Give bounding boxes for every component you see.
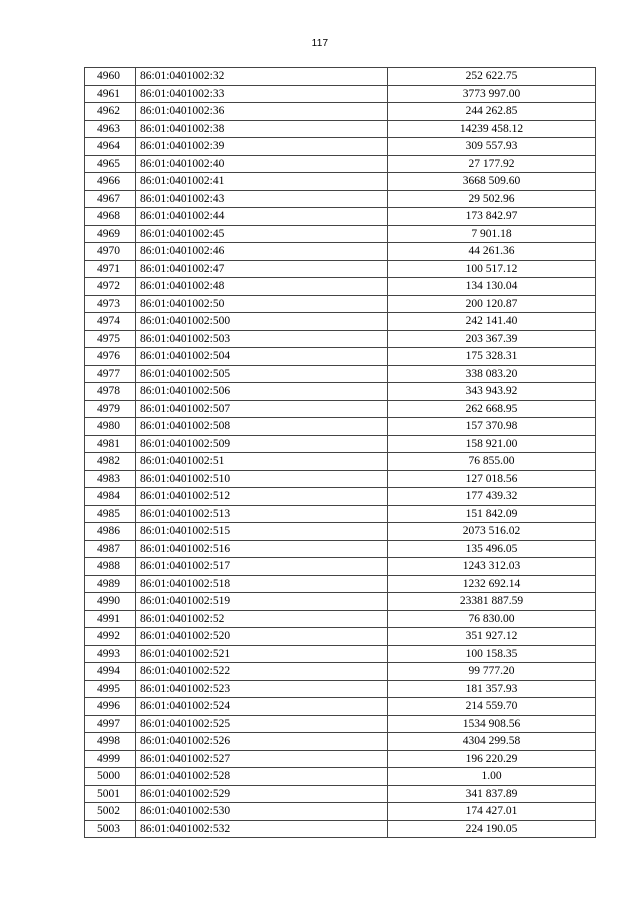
- table-body: [85, 68, 596, 838]
- table-row: [85, 155, 596, 173]
- table-row: [85, 400, 596, 418]
- table-row: [85, 365, 596, 383]
- cadastral-number: 86:01:0401002:36: [136, 103, 388, 121]
- cadastral-number: 86:01:0401002:515: [136, 523, 388, 541]
- row-number: 4978: [85, 383, 136, 401]
- cadastral-number: 86:01:0401002:518: [136, 575, 388, 593]
- cadastral-value: 1.00: [388, 768, 596, 786]
- row-number: 4993: [85, 645, 136, 663]
- table-row: [85, 313, 596, 331]
- table-row: [85, 68, 596, 86]
- table-row: [85, 680, 596, 698]
- cadastral-value: 203 367.39: [388, 330, 596, 348]
- table-row: [85, 260, 596, 278]
- cadastral-number: 86:01:0401002:500: [136, 313, 388, 331]
- cadastral-value: 100 517.12: [388, 260, 596, 278]
- cadastral-value: 244 262.85: [388, 103, 596, 121]
- table-row: [85, 278, 596, 296]
- row-number: 4973: [85, 295, 136, 313]
- cadastral-number: 86:01:0401002:50: [136, 295, 388, 313]
- cadastral-number: 86:01:0401002:52: [136, 610, 388, 628]
- cadastral-number: 86:01:0401002:44: [136, 208, 388, 226]
- cadastral-value: 76 855.00: [388, 453, 596, 471]
- cadastral-number: 86:01:0401002:41: [136, 173, 388, 191]
- cadastral-number: 86:01:0401002:509: [136, 435, 388, 453]
- row-number: 5003: [85, 820, 136, 838]
- row-number: 4963: [85, 120, 136, 138]
- table-row: [85, 820, 596, 838]
- cadastral-value: 224 190.05: [388, 820, 596, 838]
- row-number: 4997: [85, 715, 136, 733]
- row-number: 4981: [85, 435, 136, 453]
- cadastral-value: 1243 312.03: [388, 558, 596, 576]
- table-row: [85, 768, 596, 786]
- row-number: 4979: [85, 400, 136, 418]
- cadastral-number: 86:01:0401002:503: [136, 330, 388, 348]
- cadastral-value: 196 220.29: [388, 750, 596, 768]
- table-row: [85, 610, 596, 628]
- table-row: [85, 348, 596, 366]
- row-number: 4969: [85, 225, 136, 243]
- row-number: 4967: [85, 190, 136, 208]
- cadastral-number: 86:01:0401002:525: [136, 715, 388, 733]
- table-row: [85, 225, 596, 243]
- cadastral-value: 135 496.05: [388, 540, 596, 558]
- cadastral-value: 341 837.89: [388, 785, 596, 803]
- table-row: [85, 138, 596, 156]
- cadastral-value: 343 943.92: [388, 383, 596, 401]
- cadastral-number: 86:01:0401002:510: [136, 470, 388, 488]
- cadastral-value: 262 668.95: [388, 400, 596, 418]
- cadastral-number: 86:01:0401002:39: [136, 138, 388, 156]
- cadastral-value: 1232 692.14: [388, 575, 596, 593]
- cadastral-number: 86:01:0401002:40: [136, 155, 388, 173]
- cadastral-value: 3773 997.00: [388, 85, 596, 103]
- cadastral-value: 134 130.04: [388, 278, 596, 296]
- table-row: [85, 785, 596, 803]
- row-number: 4960: [85, 68, 136, 86]
- cadastral-value: 76 830.00: [388, 610, 596, 628]
- cadastral-value: 252 622.75: [388, 68, 596, 86]
- cadastral-value: 200 120.87: [388, 295, 596, 313]
- table-row: [85, 593, 596, 611]
- cadastral-number: 86:01:0401002:46: [136, 243, 388, 261]
- cadastral-value: 4304 299.58: [388, 733, 596, 751]
- cadastral-number: 86:01:0401002:530: [136, 803, 388, 821]
- row-number: 4974: [85, 313, 136, 331]
- row-number: 4970: [85, 243, 136, 261]
- cadastral-number: 86:01:0401002:507: [136, 400, 388, 418]
- cadastral-number: 86:01:0401002:527: [136, 750, 388, 768]
- cadastral-value: 309 557.93: [388, 138, 596, 156]
- row-number: 4977: [85, 365, 136, 383]
- cadastral-value: 27 177.92: [388, 155, 596, 173]
- row-number: 4964: [85, 138, 136, 156]
- row-number: 4962: [85, 103, 136, 121]
- row-number: 4995: [85, 680, 136, 698]
- table-row: [85, 295, 596, 313]
- cadastral-value: 173 842.97: [388, 208, 596, 226]
- row-number: 4996: [85, 698, 136, 716]
- cadastral-number: 86:01:0401002:33: [136, 85, 388, 103]
- cadastral-number: 86:01:0401002:504: [136, 348, 388, 366]
- cadastral-number: 86:01:0401002:508: [136, 418, 388, 436]
- cadastral-number: 86:01:0401002:532: [136, 820, 388, 838]
- table-row: [85, 208, 596, 226]
- cadastral-number: 86:01:0401002:32: [136, 68, 388, 86]
- table-row: [85, 715, 596, 733]
- table-row: [85, 243, 596, 261]
- row-number: 5002: [85, 803, 136, 821]
- table-row: [85, 488, 596, 506]
- row-number: 4994: [85, 663, 136, 681]
- cadastral-number: 86:01:0401002:522: [136, 663, 388, 681]
- table-row: [85, 663, 596, 681]
- cadastral-value: 29 502.96: [388, 190, 596, 208]
- cadastral-number: 86:01:0401002:519: [136, 593, 388, 611]
- cadastral-number: 86:01:0401002:513: [136, 505, 388, 523]
- table-row: [85, 733, 596, 751]
- cadastral-number: 86:01:0401002:506: [136, 383, 388, 401]
- table-row: [85, 523, 596, 541]
- cadastral-number: 86:01:0401002:516: [136, 540, 388, 558]
- cadastral-value: 181 357.93: [388, 680, 596, 698]
- table-row: [85, 120, 596, 138]
- cadastral-number: 86:01:0401002:505: [136, 365, 388, 383]
- table-row: [85, 383, 596, 401]
- table-row: [85, 103, 596, 121]
- cadastral-number: 86:01:0401002:43: [136, 190, 388, 208]
- cadastral-number: 86:01:0401002:38: [136, 120, 388, 138]
- table-row: [85, 750, 596, 768]
- cadastral-number: 86:01:0401002:48: [136, 278, 388, 296]
- row-number: 4971: [85, 260, 136, 278]
- row-number: 4991: [85, 610, 136, 628]
- cadastral-value: 338 083.20: [388, 365, 596, 383]
- row-number: 4961: [85, 85, 136, 103]
- table-row: [85, 173, 596, 191]
- cadastral-number: 86:01:0401002:517: [136, 558, 388, 576]
- row-number: 4965: [85, 155, 136, 173]
- cadastral-value: 99 777.20: [388, 663, 596, 681]
- row-number: 4998: [85, 733, 136, 751]
- cadastral-number: 86:01:0401002:521: [136, 645, 388, 663]
- cadastral-number: 86:01:0401002:51: [136, 453, 388, 471]
- cadastral-number: 86:01:0401002:512: [136, 488, 388, 506]
- table-row: [85, 85, 596, 103]
- table-row: [85, 803, 596, 821]
- cadastral-value: 242 141.40: [388, 313, 596, 331]
- row-number: 4976: [85, 348, 136, 366]
- table-row: [85, 418, 596, 436]
- table-row: [85, 645, 596, 663]
- row-number: 4980: [85, 418, 136, 436]
- table-row: [85, 540, 596, 558]
- row-number: 4972: [85, 278, 136, 296]
- table-row: [85, 698, 596, 716]
- cadastral-value: 151 842.09: [388, 505, 596, 523]
- cadastral-value: 23381 887.59: [388, 593, 596, 611]
- row-number: 4986: [85, 523, 136, 541]
- cadastral-value: 175 328.31: [388, 348, 596, 366]
- cadastral-value: 214 559.70: [388, 698, 596, 716]
- table-row: [85, 470, 596, 488]
- row-number: 4985: [85, 505, 136, 523]
- cadastral-value: 158 921.00: [388, 435, 596, 453]
- cadastral-number: 86:01:0401002:526: [136, 733, 388, 751]
- cadastral-value: 44 261.36: [388, 243, 596, 261]
- cadastral-number: 86:01:0401002:45: [136, 225, 388, 243]
- cadastral-number: 86:01:0401002:47: [136, 260, 388, 278]
- row-number: 5001: [85, 785, 136, 803]
- cadastral-number: 86:01:0401002:528: [136, 768, 388, 786]
- table-row: [85, 628, 596, 646]
- row-number: 4984: [85, 488, 136, 506]
- cadastral-value: 127 018.56: [388, 470, 596, 488]
- row-number: 4990: [85, 593, 136, 611]
- table-row: [85, 505, 596, 523]
- table-row: [85, 575, 596, 593]
- row-number: 4966: [85, 173, 136, 191]
- table-row: [85, 558, 596, 576]
- row-number: 4987: [85, 540, 136, 558]
- cadastral-value: 100 158.35: [388, 645, 596, 663]
- page-number: 117: [311, 38, 329, 49]
- row-number: 5000: [85, 768, 136, 786]
- table-row: [85, 453, 596, 471]
- row-number: 4975: [85, 330, 136, 348]
- row-number: 4992: [85, 628, 136, 646]
- cadastral-number: 86:01:0401002:529: [136, 785, 388, 803]
- row-number: 4982: [85, 453, 136, 471]
- table-row: [85, 190, 596, 208]
- row-number: 4983: [85, 470, 136, 488]
- cadastral-number: 86:01:0401002:523: [136, 680, 388, 698]
- cadastral-value: 3668 509.60: [388, 173, 596, 191]
- row-number: 4968: [85, 208, 136, 226]
- cadastral-number: 86:01:0401002:520: [136, 628, 388, 646]
- cadastral-value: 351 927.12: [388, 628, 596, 646]
- cadastral-value: 1534 908.56: [388, 715, 596, 733]
- cadastral-value: 7 901.18: [388, 225, 596, 243]
- cadastral-value-table: [84, 67, 596, 838]
- cadastral-value: 177 439.32: [388, 488, 596, 506]
- cadastral-value: 2073 516.02: [388, 523, 596, 541]
- cadastral-value: 174 427.01: [388, 803, 596, 821]
- cadastral-value: 14239 458.12: [388, 120, 596, 138]
- cadastral-number: 86:01:0401002:524: [136, 698, 388, 716]
- row-number: 4999: [85, 750, 136, 768]
- row-number: 4988: [85, 558, 136, 576]
- row-number: 4989: [85, 575, 136, 593]
- table-row: [85, 435, 596, 453]
- cadastral-value: 157 370.98: [388, 418, 596, 436]
- table-row: [85, 330, 596, 348]
